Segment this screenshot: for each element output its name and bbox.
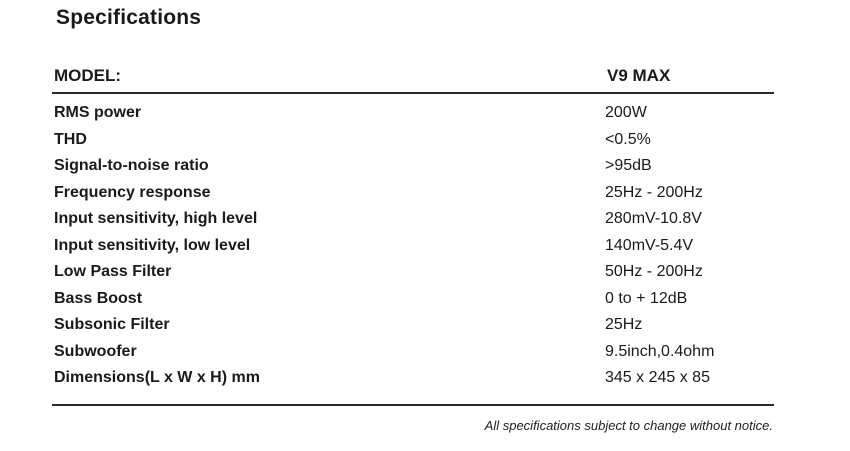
spec-value: 280mV-10.8V [605,210,702,227]
spec-table-header [52,64,774,94]
spec-label: Dimensions(L x W x H) mm [54,369,260,386]
spec-value: 9.5inch,0.4ohm [605,342,715,360]
spec-label: THD [54,130,87,148]
spec-label: Input sensitivity, high level [54,210,258,227]
spec-label: Input sensitivity, low level [54,236,251,254]
spec-value: 25Hz [605,316,643,333]
spec-row-frequency-response [52,182,774,209]
page-title: Specifications [56,6,202,29]
spec-row-input-low [52,235,774,262]
spec-label: Subsonic Filter [54,316,170,333]
spec-label: Low Pass Filter [54,263,172,280]
spec-row-snr [52,155,774,182]
spec-label: RMS power [54,104,142,121]
model-label: MODEL: [54,66,122,85]
spec-row-subsonic-filter [52,314,774,341]
spec-value: 140mV-5.4V [605,236,694,254]
spec-value: >95dB [605,157,652,174]
spec-row-thd [52,129,774,156]
spec-value: 50Hz - 200Hz [605,263,703,280]
disclaimer-note: All specifications subject to change without notice. [484,418,773,433]
spec-row-bass-boost [52,288,774,315]
model-value: V9 MAX [607,66,671,85]
spec-value: 0 to + 12dB [605,289,688,307]
spec-row-input-high [52,208,774,235]
spec-label: Subwoofer [54,342,137,360]
spec-value: 25Hz - 200Hz [605,183,703,201]
spec-label: Bass Boost [54,289,143,307]
spec-row-dimensions [52,367,774,394]
spec-value: <0.5% [605,130,651,148]
spec-value: 345 x 245 x 85 [605,369,710,386]
spec-label: Signal-to-noise ratio [54,157,209,174]
spec-label: Frequency response [54,183,211,201]
spec-table [52,102,774,394]
table-bottom-divider [52,404,774,406]
spec-value: 200W [605,104,647,121]
spec-row-subwoofer [52,341,774,368]
spec-row-low-pass-filter [52,261,774,288]
spec-row-rms-power [52,102,774,129]
